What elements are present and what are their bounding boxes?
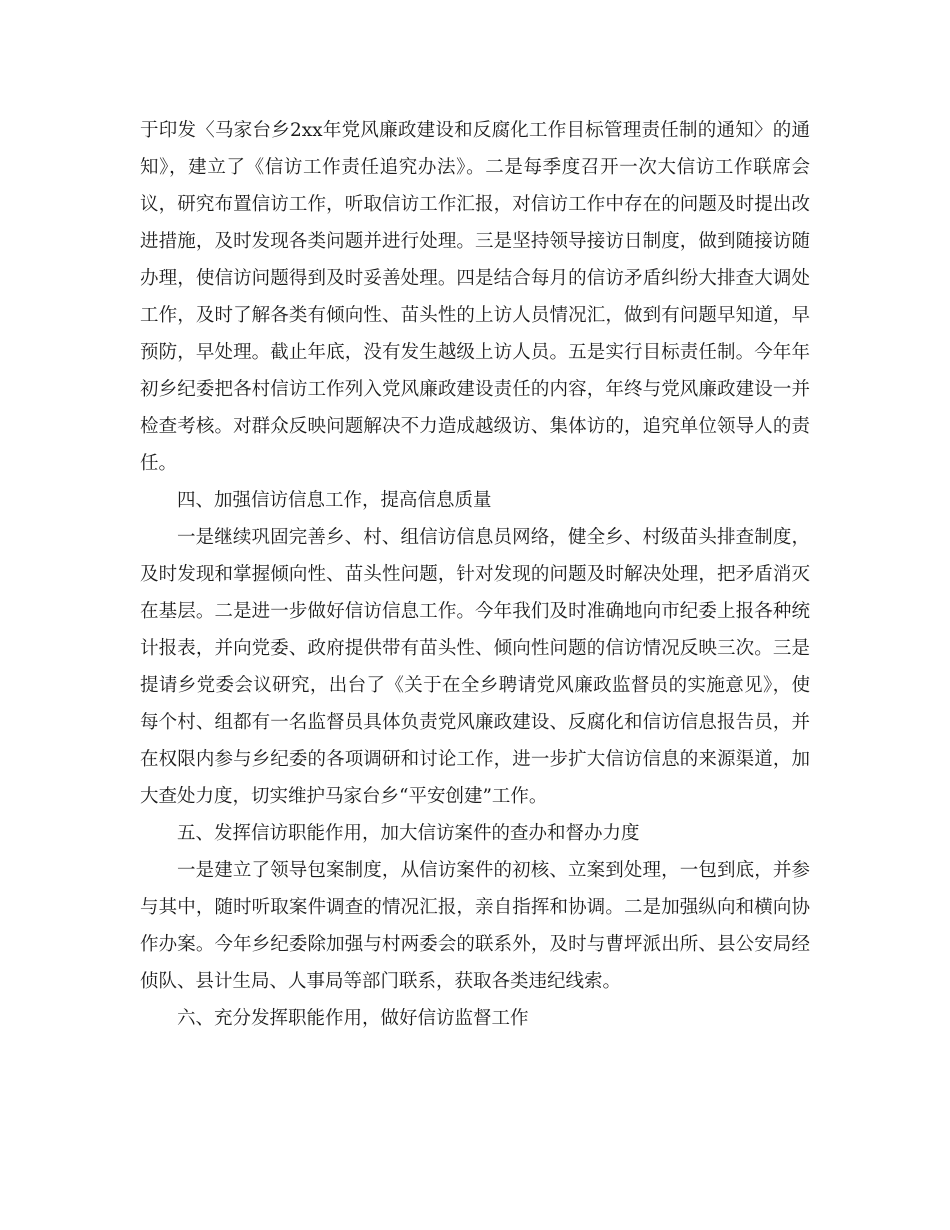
text-line: 与其中，随时听取案件调查的情况汇报，亲自指挥和协调。二是加强纵向和横向协: [140, 897, 810, 918]
text-line: 在权限内参与乡纪委的各项调研和讨论工作，进一步扩大信访信息的来源渠道，加: [140, 749, 810, 770]
text-line: 一是继续巩固完善乡、村、组信访信息员网络，健全乡、村级苗头排查制度，: [177, 527, 810, 548]
text-line: 每个村、组都有一名监督员具体负责党风廉政建设、反腐化和信访信息报告员，并: [140, 712, 810, 733]
text-line: 知》，建立了《信访工作责任追究办法》。二是每季度召开一次大信访工作联席会: [140, 157, 810, 178]
paragraph-continuation: [140, 112, 810, 482]
section-heading-5: 五、发挥信访职能作用，加大信访案件的查办和督办力度: [177, 823, 640, 844]
section-heading-6: 六、充分发挥职能作用，做好信访监督工作: [177, 1008, 529, 1029]
text-line: 提请乡党委会议研究，出台了《关于在全乡聘请党风廉政监督员的实施意见》，使: [140, 675, 810, 696]
text-line: 工作，及时了解各类有倾向性、苗头性的上访人员情况汇，做到有问题早知道，早: [140, 305, 810, 326]
text-line: 进措施，及时发现各类问题并进行处理。三是坚持领导接访日制度，做到随接访随: [140, 231, 810, 252]
text-line: 一是建立了领导包案制度，从信访案件的初核、立案到处理，一包到底，并参: [177, 860, 810, 881]
text-line: 计报表，并向党委、政府提供带有苗头性、倾向性问题的信访情况反映三次。三是: [140, 638, 810, 659]
document-body: [140, 112, 810, 1037]
text-line: 任。: [140, 453, 178, 474]
paragraph-section-4: [140, 519, 810, 815]
section-heading-4: 四、加强信访信息工作，提高信息质量: [177, 490, 492, 511]
text-line: 大查处力度，切实维护马家台乡“平安创建”工作。: [140, 786, 548, 807]
text-line: 及时发现和掌握倾向性、苗头性问题，针对发现的问题及时解决处理，把矛盾消灭: [140, 564, 810, 585]
text-line: 在基层。二是进一步做好信访信息工作。今年我们及时准确地向市纪委上报各种统: [140, 601, 810, 622]
text-line: 预防，早处理。截止年底，没有发生越级上访人员。五是实行目标责任制。今年年: [140, 342, 810, 363]
paragraph-section-5: [140, 852, 810, 1000]
text-line: 检查考核。对群众反映问题解决不力造成越级访、集体访的，追究单位领导人的责: [140, 416, 810, 437]
text-line: 于印发〈马家台乡2xx年党风廉政建设和反腐化工作目标管理责任制的通知〉的通: [140, 120, 810, 141]
text-line: 办理，使信访问题得到及时妥善处理。四是结合每月的信访矛盾纠纷大排查大调处: [140, 268, 810, 289]
text-line: 作办案。今年乡纪委除加强与村两委会的联系外，及时与曹坪派出所、县公安局经: [140, 934, 810, 955]
text-line: 初乡纪委把各村信访工作列入党风廉政建设责任的内容，年终与党风廉政建设一并: [140, 379, 810, 400]
text-line: 议，研究布置信访工作，听取信访工作汇报，对信访工作中存在的问题及时提出改: [140, 194, 810, 215]
text-line: 侦队、县计生局、人事局等部门联系，获取各类违纪线索。: [140, 971, 622, 992]
